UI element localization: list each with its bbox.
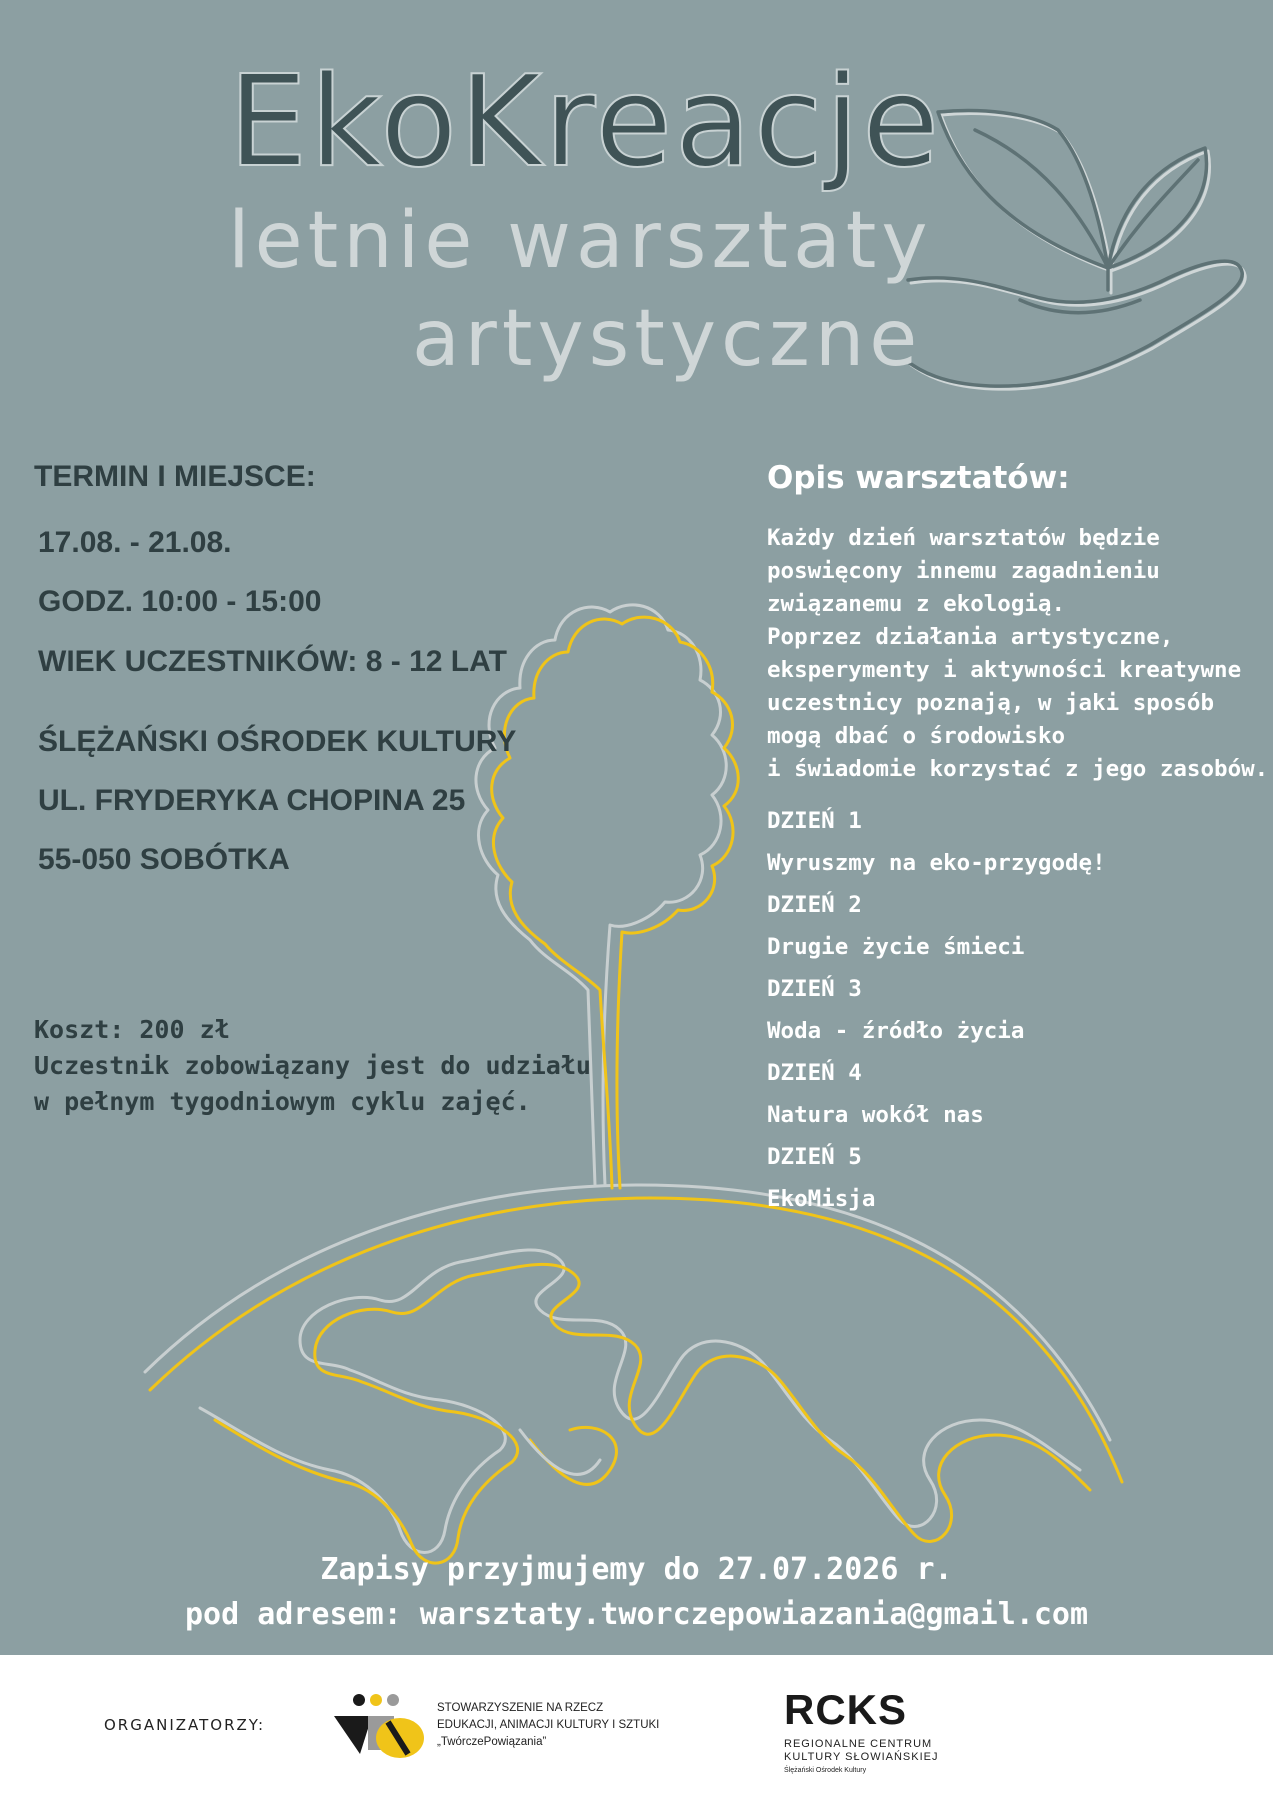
rcks-logo-mark: RCKS (784, 1686, 908, 1733)
hours: GODZ. 10:00 - 15:00 (38, 585, 322, 618)
cost-note-line-1: Uczestnik zobowiązany jest do udziału (34, 1051, 591, 1080)
org1-line: EDUKACJI, ANIMACJI KULTURY I SZTUKI (437, 1719, 660, 1731)
day-label: DZIEŃ 3 (767, 976, 862, 1002)
description-line: związanemu z ekologią. (767, 591, 1066, 617)
day-label: DZIEŃ 4 (767, 1060, 862, 1086)
org2-line: REGIONALNE CENTRUM (784, 1738, 933, 1750)
org2-line: Ślężański Ośrodek Kultury (784, 1767, 867, 1774)
description-line: poswięcony innemu zagadnieniu (767, 558, 1160, 584)
leaf-hand-icon (908, 111, 1245, 390)
org1-line: „TwórczePowiązania” (437, 1736, 547, 1748)
cost-note-line-2: w pełnym tygodniowym cyklu zajęć. (34, 1087, 531, 1116)
page-title: EkoKreacje (228, 48, 942, 195)
participant-age: WIEK UCZESTNIKÓW: 8 - 12 LAT (38, 645, 507, 678)
day-schedule (767, 800, 1106, 1220)
signup-email: pod adresem: warsztaty.tworczepowiazania@gmail.com (184, 1597, 1089, 1632)
day-label: DZIEŃ 2 (767, 892, 862, 918)
day-label: DZIEŃ 5 (767, 1144, 862, 1170)
cost-price: Koszt: 200 zł (34, 1015, 230, 1044)
tworcze-powiazania-logo (332, 1692, 432, 1764)
date-place-heading: TERMIN I MIEJSCE: (34, 460, 316, 493)
org2-line: KULTURY SŁOWIAŃSKIEJ (784, 1751, 939, 1763)
day-topic: Woda - źródło życia (767, 1018, 1025, 1044)
venue-street: UL. FRYDERYKA CHOPINA 25 (38, 784, 466, 817)
day-topic: Natura wokół nas (767, 1102, 984, 1128)
description-line: uczestnicy poznają, w jaki sposób (767, 690, 1215, 716)
dates: 17.08. - 21.08. (38, 526, 232, 559)
cost-block (34, 1012, 591, 1120)
day-topic: EkoMisja (767, 1186, 876, 1212)
description-line: Poprzez działania artystyczne, (767, 624, 1174, 650)
venue-city: 55-050 SOBÓTKA (38, 843, 290, 876)
description-text (767, 522, 1268, 786)
org1-name (437, 1700, 659, 1751)
description-line: eksperymenty i aktywności kreatywne (767, 657, 1242, 683)
venue-name: ŚLĘŻAŃSKI OŚRODEK KULTURY (38, 725, 517, 758)
description-heading: Opis warsztatów: (767, 460, 1070, 496)
org2-name (784, 1738, 938, 1777)
organizers-label: ORGANIZATORZY: (104, 1716, 266, 1734)
description-line: Każdy dzień warsztatów będzie (767, 525, 1160, 551)
day-label: DZIEŃ 1 (767, 808, 862, 834)
description-line: mogą dbać o środowisko (767, 723, 1066, 749)
description-line: i świadomie korzystać z jego zasobów. (767, 756, 1269, 782)
subtitle-line-1: letnie warsztaty (228, 196, 933, 286)
signup-deadline: Zapisy przyjmujemy do 27.07.2026 r. (320, 1552, 953, 1587)
subtitle-line-2: artystyczne (412, 294, 923, 384)
globe-illustration (145, 1185, 1122, 1563)
org1-line: STOWARZYSZENIE NA RZECZ (437, 1702, 604, 1714)
day-topic: Wyruszmy na eko-przygodę! (767, 850, 1106, 876)
day-topic: Drugie życie śmieci (767, 934, 1025, 960)
